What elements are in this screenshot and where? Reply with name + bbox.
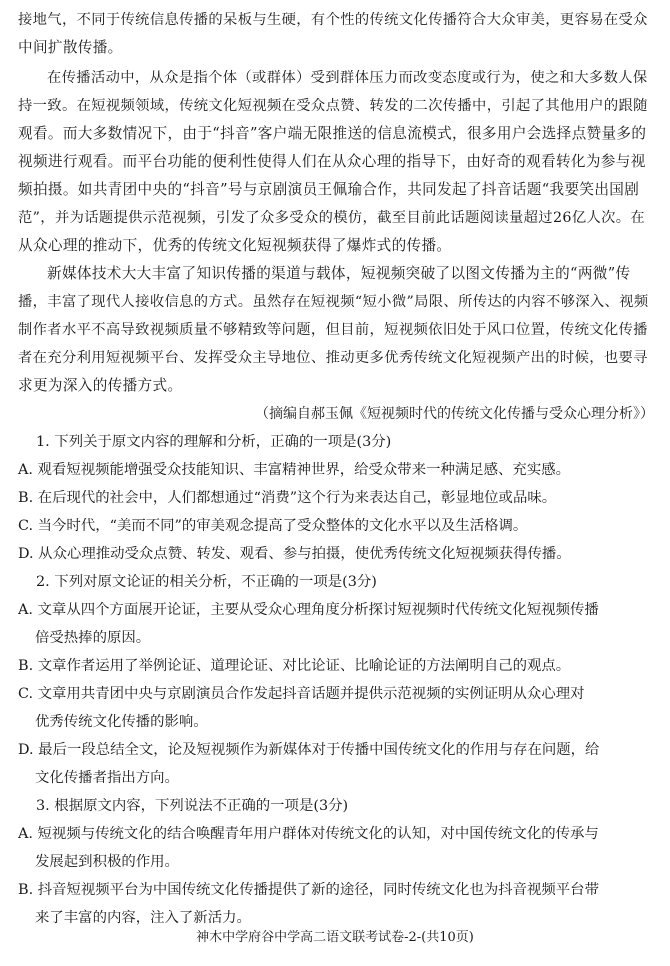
text-line: 在传播活动中，从众是指个体（或群体）受到群体压力而改变态度或行为，使之和大多数人保 xyxy=(47,70,648,86)
passage-paragraph-1 xyxy=(18,6,656,62)
page-footer: 神木中学府谷中学高二语文联考试卷-2-(共10页) xyxy=(196,930,474,945)
option-a-continuation: 倍受热捧的原因。 xyxy=(35,630,151,646)
text-line: 从众心理的推动下，优秀的传统文化短视频获得了爆炸式的传播。 xyxy=(18,237,452,254)
passage-paragraph-3 xyxy=(18,260,656,400)
option-c[interactable]: C. 当今时代，“美而不同”的审美观念提高了受众整体的文化水平以及生活格调。 xyxy=(18,518,528,534)
text-line: 范”，并为话题提供示范视频，引发了众多受众的模仿，截至目前此话题阅读量超过26亿人次。在 xyxy=(18,210,646,226)
text-line: 制作者水平不高导致视频质量不够精致等问题，但目前，短视频依旧处于风口位置，传统文化传播 xyxy=(18,322,648,338)
question-3 xyxy=(18,792,658,932)
text-line: 求更为深入的传播方式。 xyxy=(18,377,183,394)
option-b[interactable]: B. 文章作者运用了举例论证、道理论证、对比论证、比喻论证的方法阐明自己的观点。 xyxy=(18,658,571,674)
question-stem: 1. 下列关于原文内容的理解和分析，正确的一项是(3分) xyxy=(36,434,392,450)
question-stem: 2. 下列对原文论证的相关分析，不正确的一项是(3分) xyxy=(36,574,377,590)
question-stem: 3. 根据原文内容，下列说法不正确的一项是(3分) xyxy=(36,798,349,814)
text-line: 播，丰富了现代人接收信息的方式。虽然存在短视频“短小微”局限、所传达的内容不够深入、视频 xyxy=(18,294,649,310)
text-line: 新媒体技术大大丰富了知识传播的渠道与载体，短视频突破了以图文传播为主的“两微”传 xyxy=(47,265,631,282)
option-a[interactable]: A. 文章从四个方面展开论证，主要从受众心理角度分析探讨短视频时代传统文化短视频传播 xyxy=(18,602,599,618)
option-b-continuation: 来了丰富的内容，注入了新活力。 xyxy=(35,910,251,926)
text-line: 视频进行观看。而平台功能的便利性使得人们在从众心理的指导下，由好奇的观看转化为参与视 xyxy=(18,153,646,170)
text-line: 者在充分利用短视频平台、发挥受众主导地位、推动更多优秀传统文化短视频产出的时候，也要寻 xyxy=(18,350,648,366)
source-citation: （摘编自郝玉佩《短视频时代的传统文化传播与受众心理分析》） xyxy=(255,406,654,422)
text-line: 持一致。在短视频领域，传统文化短视频在受众点赞、转发的二次传播中，引起了其他用户的跟随 xyxy=(18,98,648,114)
text-line: 观看。而大多数情况下，由于“抖音”客户端无限推送的信息流模式，很多用户会选择点赞量多的 xyxy=(18,125,647,142)
option-d-continuation: 文化传播者指出方向。 xyxy=(35,770,179,786)
text-line: 中间扩散传播。 xyxy=(18,39,123,56)
passage-paragraph-2 xyxy=(18,64,656,260)
option-c-continuation: 优秀传统文化传播的影响。 xyxy=(35,714,208,730)
option-d[interactable]: D. 从众心理推动受众点赞、转发、观看、参与拍摄，使优秀传统文化短视频获得传播。 xyxy=(18,546,571,562)
question-1 xyxy=(18,428,658,568)
text-line: 接地气，不同于传统信息传播的呆板与生硬，有个性的传统文化传播符合大众审美，更容易在受众 xyxy=(18,12,648,28)
option-d[interactable]: D. 最后一段总结全文，论及短视频作为新媒体对于传播中国传统文化的作用与存在问题，给 xyxy=(18,742,600,758)
option-a-continuation: 发展起到积极的作用。 xyxy=(35,854,179,870)
text-line: 频拍摄。如共青团中央的“抖音”号与京剧演员王佩瑜合作，共同发起了抖音话题“我要笑出国剧 xyxy=(18,181,640,198)
option-c[interactable]: C. 文章用共青团中央与京剧演员合作发起抖音话题并提供示范视频的实例证明从众心理对 xyxy=(18,686,585,702)
option-b[interactable]: B. 在后现代的社会中，人们都想通过“消费”这个行为来表达自己，彰显地位或品味。 xyxy=(18,490,557,506)
option-b[interactable]: B. 抖音短视频平台为中国传统文化传播提供了新的途径，同时传统文化也为抖音视频平台带 xyxy=(18,882,599,898)
question-2 xyxy=(18,568,658,792)
option-a[interactable]: A. 短视频与传统文化的结合唤醒青年用户群体对传统文化的认知，对中国传统文化的传承与 xyxy=(18,826,599,842)
option-a[interactable]: A. 观看短视频能增强受众技能知识、丰富精神世界，给受众带来一种满足感、充实感。 xyxy=(18,462,570,478)
